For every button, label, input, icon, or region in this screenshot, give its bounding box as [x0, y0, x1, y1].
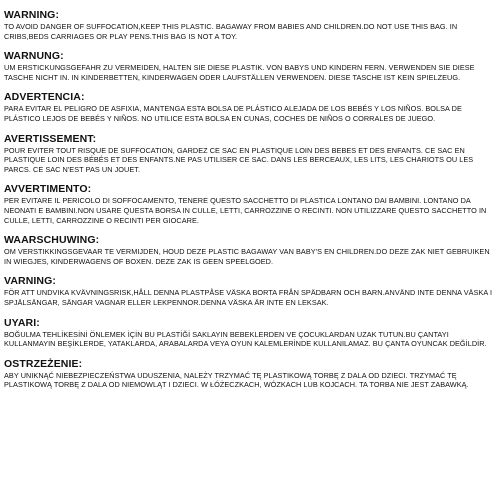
warning-heading: WARNING: [4, 9, 60, 21]
warning-heading: OSTRZEŻENIE: [4, 357, 83, 370]
warning-text: TO AVOID DANGER OF SUFFOCATION,KEEP THIS PLASTIC. BAGAWAY FROM BABIES AND CHILDREN.DO NOT USE THIS BAG. IN CRIBS,BEDS CARRIAGES OR PLAY PENS.THIS BAG IS NOT A TOY. [4, 22, 458, 41]
warning-heading: AVERTISSEMENT: [4, 132, 97, 145]
warning-text: POUR EVITER TOUT RISQUE DE SUFFOCATION, GARDEZ CE SAC EN PLASTIQUE LOIN DES BEBES ET DES ENFANTS. CE SAC EN PLASTIQUE LOIN DES BÉBÉS ET DES ENFANTS.NE PAS UTILISER CE SAC. DANS LES BERCEAUX, LES LITS, LES CHARIOTS OU LES PARCS. CE SAC N'EST PAS UN JOUET. [4, 145, 474, 174]
warning-italian [4, 183, 497, 225]
warning-text: PARA EVITAR EL PELIGRO DE ASFIXIA, MANTENGA ESTA BOLSA DE PLÁSTICO ALEJADA DE LOS BEBÉS Y LOS NIÑOS. BOLSA DE PLÁSTICO LEJOS DE BEBÉS Y NIÑOS. NO UTILICE ESTA BOLSA EN CUNAS, COCHES DE NIÑOS O CORRALES DE JUEGO. [4, 104, 462, 123]
warning-text: BOĞULMA TEHLİKESİNİ ÖNLEMEK İÇİN BU PLASTİĞİ SAKLAYIN BEBEKLERDEN VE ÇOCUKLARDAN UZAK TUTUN.BU ÇANTAYI KULLANMAYIN BEŞİKLERDE, YATAKLARDA, ARABALARDA VEYA OYUN KALEMLERİNDE KULLANILAMAZ. BU ÇANTA OYUNCAK DEĞİLDİR. [4, 329, 487, 349]
warning-heading: VARNING: [4, 275, 56, 288]
warning-heading: UYARI: [4, 316, 40, 329]
warning-spanish [4, 91, 497, 123]
warning-heading: WARNUNG: [4, 50, 64, 63]
warning-text: OM VERSTIKKINGSGEVAAR TE VERMIJDEN, HOUD DEZE PLASTIC BAGAWAY VAN BABY'S EN CHILDREN.DO DEZE ZAK NIET GEBRUIKEN IN WIEGJES, KINDERWAGENS OF BOXEN. DEZE ZAK IS GEEN SPEELGOED. [4, 247, 490, 266]
warning-swedish [4, 275, 497, 307]
warning-heading: AVVERTIMENTO: [4, 183, 92, 196]
warning-text: PER EVITARE IL PERICOLO DI SOFFOCAMENTO, TENERE QUESTO SACCHETTO DI PLASTICA LONTANO DAI BAMBINI. LONTANO DA NEONATI E BAMBINI.NON USARE QUESTA BORSA IN CULLE, LETTI, CARROZZINE O RECINTI. NON UTILIZZARE QUESTO SACCHETTO IN CULLE, LETTI, CARROZZINE O RECINTI PER GIOCARE. [4, 196, 487, 225]
warning-text: UM ERSTICKUNGSGEFAHR ZU VERMEIDEN, HALTEN SIE DIESE PLASTIK. VON BABYS UND KINDERN FERN. VERWENDEN SIE DIESE TASCHE NICHT IN. IN KINDERBETTEN, KINDERWAGEN ODER LAUFSTÄLLEN VERWENDEN. DIESE TASCHE IST KEIN SPIELZEUG. [4, 63, 475, 82]
warning-heading: WAARSCHUWING: [4, 234, 100, 247]
warning-heading: ADVERTENCIA: [4, 91, 85, 104]
warning-french [4, 133, 497, 175]
warning-polish [4, 358, 497, 390]
warning-english [4, 9, 497, 41]
warning-text: FÖR ATT UNDVIKA KVÄVNINGSRISK,HÅLL DENNA PLASTPÅSE VÄSKA BORTA FRÅN SPÄDBARN OCH BARN.ANVÄND INTE DENNA VÄSKA I SPJÄLSÄNGAR, SÄNGAR VAGNAR ELLER LEKPENNOR.DENNA VÄSKA ÄR INTE EN LEKSAK. [4, 288, 493, 307]
warning-turkish [4, 317, 497, 349]
warning-text: ABY UNIKNĄĆ NIEBEZPIECZEŃSTWA UDUSZENIA, NALEŻY TRZYMAĆ TĘ PLASTIKOWĄ TORBĘ Z DALA OD DZIECI. TRZYMAĆ TĘ PLASTIKOWĄ TORBĘ Z DALA OD NIEMOWLĄT I DZIECI. W ŁÓŻECZKACH, WÓZKACH LUB KOJCACH. TA TORBA NIE JEST ZABAWKĄ. [4, 370, 469, 390]
warning-dutch [4, 234, 497, 266]
warning-german [4, 50, 497, 82]
